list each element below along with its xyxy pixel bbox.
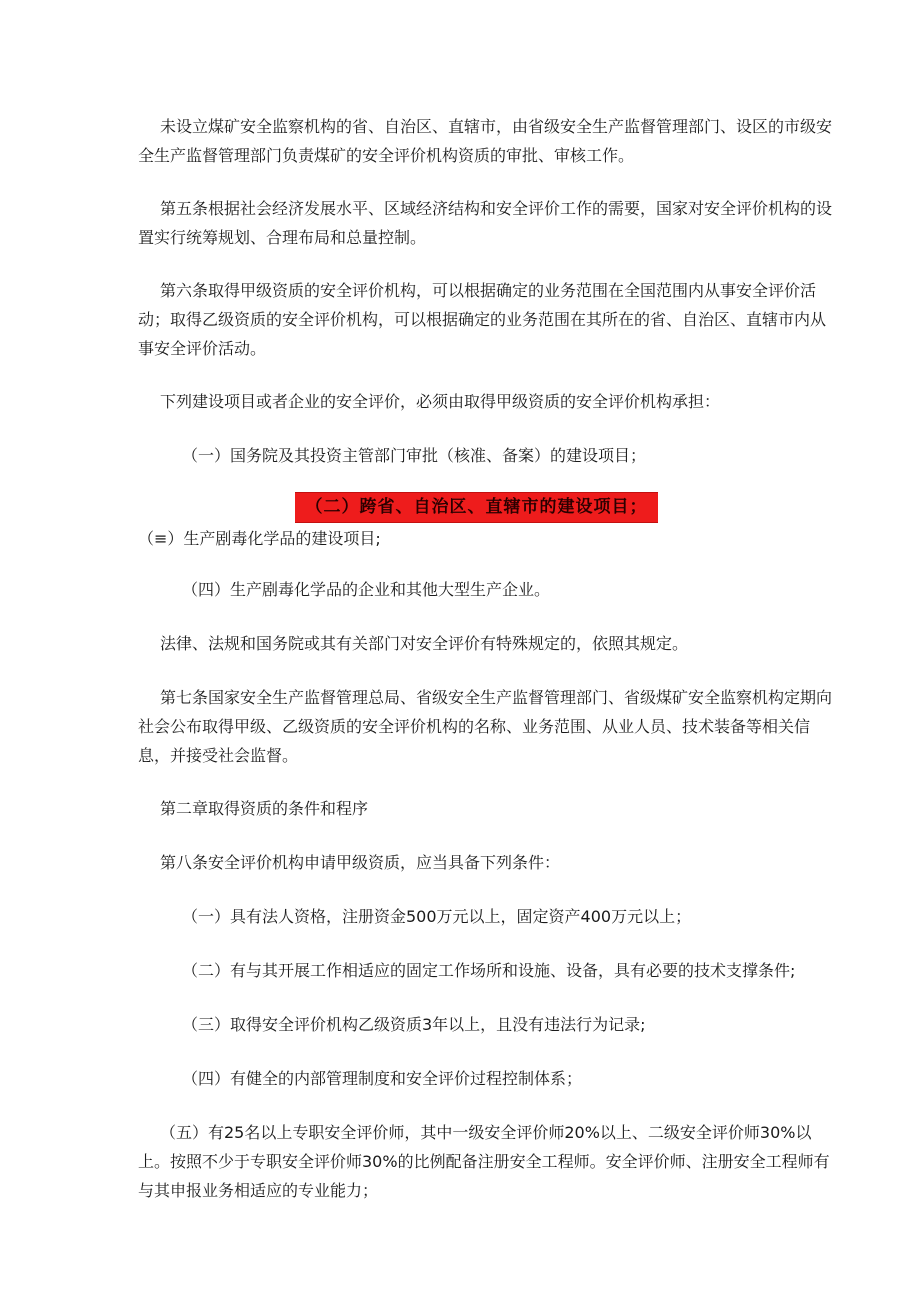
paragraph-class-a-scope: 下列建设项目或者企业的安全评价，必须由取得甲级资质的安全评价机构承担： — [160, 392, 721, 411]
condition-5-evaluators: （五）有25名以上专职安全评价师，其中一级安全评价师20%以上、二级安全评价师30%以上。按照不少于专职安全评价师30%的比例配备注册安全工程师。安全评价师、注册安全工程师有与其申报业务相适应的专业能力； — [138, 1123, 830, 1200]
condition-3-qualification-years: （三）取得安全评价机构乙级资质3年以上，且没有违法行为记录; — [182, 1015, 646, 1034]
list-item-1-state-council: （一）国务院及其投资主管部门审批（核准、备案）的建设项目； — [182, 446, 647, 465]
paragraph-special-provisions: 法律、法规和国务院或其有关部门对安全评价有特殊规定的，依照其规定。 — [160, 634, 689, 653]
condition-2-facilities: （二）有与其开展工作相适应的固定工作场所和设施、设备，具有必要的技术支撑条件; — [182, 961, 796, 980]
paragraph-article-6: 第六条取得甲级资质的安全评价机构，可以根据确定的业务范围在全国范围内从事安全评价活动；取得乙级资质的安全评价机构，可以根据确定的业务范围在其所在的省、自治区、直辖市内从事安全评价活动。 — [138, 281, 827, 358]
condition-1-legal-person: （一）具有法人资格，注册资金500万元以上，固定资产400万元以上； — [182, 907, 692, 926]
list-item-3-toxic-chemicals-project: （≡）生产剧毒化学品的建设项目; — [138, 529, 381, 548]
paragraph-article-7: 第七条国家安全生产监督管理总局、省级安全生产监督管理部门、省级煤矿安全监察机构定期向社会公布取得甲级、乙级资质的安全评价机构的名称、业务范围、从业人员、技术装备等相关信息，并接受社会监督。 — [138, 688, 833, 765]
highlighted-list-item-2 — [295, 492, 658, 523]
condition-4-management-system: （四）有健全的内部管理制度和安全评价过程控制体系； — [182, 1069, 583, 1088]
paragraph-article-8: 第八条安全评价机构申请甲级资质，应当具备下列条件： — [160, 853, 561, 872]
chapter-2-heading: 第二章取得资质的条件和程序 — [160, 799, 369, 818]
paragraph-article-5: 第五条根据社会经济发展水平、区域经济结构和安全评价工作的需要，国家对安全评价机构的设置实行统筹规划、合理布局和总量控制。 — [138, 199, 833, 247]
paragraph-coal-mine-approval: 未设立煤矿安全监察机构的省、自治区、直辖市，由省级安全生产监督管理部门、设区的市级安全生产监督管理部门负责煤矿的安全评价机构资质的审批、审核工作。 — [138, 117, 833, 165]
list-item-4-toxic-chemicals-enterprise: （四）生产剧毒化学品的企业和其他大型生产企业。 — [182, 580, 551, 599]
highlighted-text: （二）跨省、自治区、直辖市的建设项目； — [305, 497, 648, 517]
